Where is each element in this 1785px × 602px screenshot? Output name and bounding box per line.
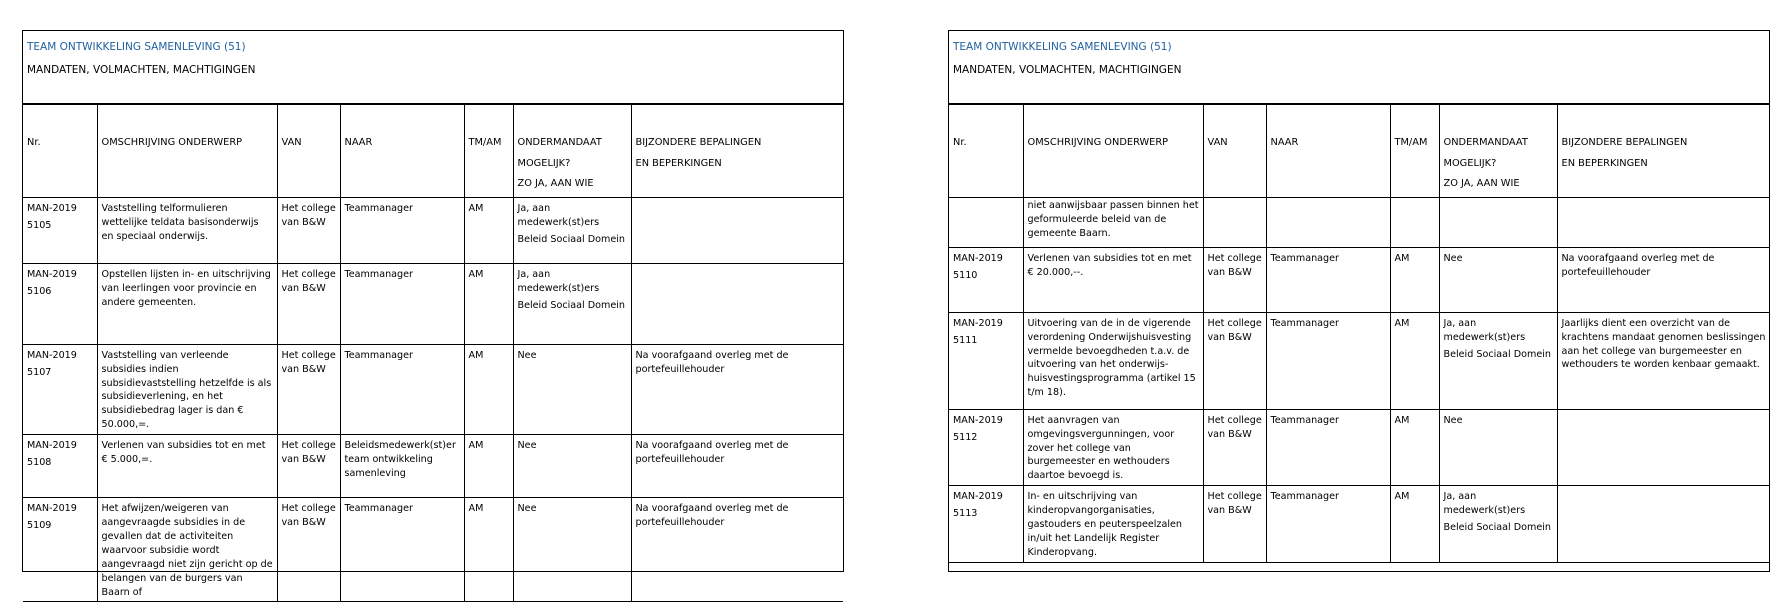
cell-van: Het college van B&W <box>277 263 340 344</box>
cell-nr: MAN-2019 5106 <box>23 263 97 344</box>
mandate-table <box>23 104 843 602</box>
cell-van: Het college van B&W <box>1203 312 1266 409</box>
table-row <box>949 486 1769 563</box>
document-page-left <box>22 30 844 598</box>
cell-omschrijving: In- en uitschrijving van kinderopvangorganisaties, gastouders en peuterspeelzalen in/uit het Landelijk Register Kinderopvang. <box>1023 486 1203 563</box>
column-header-bijzondere-bepalingen: BIJZONDERE BEPALINGEN EN BEPERKINGEN <box>631 105 843 198</box>
cell-van: Het college van B&W <box>277 197 340 263</box>
cell-ondermandaat: Nee <box>1439 409 1557 486</box>
cell-tmam: AM <box>1390 486 1439 563</box>
table-row <box>23 263 843 344</box>
page-title: TEAM ONTWIKKELING SAMENLEVING (51) <box>953 41 1172 53</box>
cell-bijzondere-bepalingen: Na voorafgaand overleg met de portefeuillehouder <box>631 498 843 602</box>
cell-nr: MAN-2019 5107 <box>23 344 97 434</box>
cell-ondermandaat: Ja, aan medewerk(st)ers Beleid Sociaal Domein <box>1439 312 1557 409</box>
column-header-van: VAN <box>277 105 340 198</box>
cell-van <box>1203 197 1266 247</box>
cell-naar: Teammanager <box>340 263 464 344</box>
cell-omschrijving: Opstellen lijsten in- en uitschrijving van leerlingen voor provincie en andere gemeenten. <box>97 263 277 344</box>
cell-nr: MAN-2019 5109 <box>23 498 97 602</box>
table-row <box>949 409 1769 486</box>
cell-tmam: AM <box>1390 312 1439 409</box>
column-header-nr: Nr. <box>23 105 97 198</box>
cell-ondermandaat <box>1439 197 1557 247</box>
cell-bijzondere-bepalingen <box>631 197 843 263</box>
cell-ondermandaat: Ja, aan medewerk(st)ers Beleid Sociaal Domein <box>513 263 631 344</box>
cell-bijzondere-bepalingen: Jaarlijks dient een overzicht van de krachtens mandaat genomen beslissingen aan het college van burgemeester en wethouders te worden kenbaar gemaakt. <box>1557 312 1769 409</box>
cell-naar: Teammanager <box>1266 486 1390 563</box>
cell-nr: MAN-2019 5111 <box>949 312 1023 409</box>
cell-bijzondere-bepalingen: Na voorafgaand overleg met de portefeuillehouder <box>631 344 843 434</box>
cell-omschrijving: niet aanwijsbaar passen binnen het geformuleerde beleid van de gemeente Baarn. <box>1023 197 1203 247</box>
cell-van: Het college van B&W <box>277 498 340 602</box>
column-header-tmam: TM/AM <box>1390 105 1439 198</box>
mandate-table <box>949 104 1769 563</box>
cell-ondermandaat: Nee <box>513 435 631 498</box>
page-subtitle: MANDATEN, VOLMACHTEN, MACHTIGINGEN <box>953 64 1182 76</box>
cell-tmam: AM <box>464 344 513 434</box>
cell-naar: Teammanager <box>1266 312 1390 409</box>
cell-van: Het college van B&W <box>277 435 340 498</box>
cell-tmam: AM <box>464 263 513 344</box>
cell-naar: Teammanager <box>340 197 464 263</box>
page-subtitle: MANDATEN, VOLMACHTEN, MACHTIGINGEN <box>27 64 256 76</box>
column-header-ondermandaat: ONDERMANDAAT MOGELIJK? ZO JA, AAN WIE <box>513 105 631 198</box>
cell-ondermandaat: Ja, aan medewerk(st)ers Beleid Sociaal Domein <box>513 197 631 263</box>
cell-nr: MAN-2019 5108 <box>23 435 97 498</box>
table-row <box>949 197 1769 247</box>
table-header-row <box>949 105 1769 198</box>
cell-tmam: AM <box>464 498 513 602</box>
cell-van: Het college van B&W <box>1203 409 1266 486</box>
column-header-omschrijving: OMSCHRIJVING ONDERWERP <box>1023 105 1203 198</box>
cell-tmam <box>1390 197 1439 247</box>
cell-naar: Beleidsmedewerk(st)er team ontwikkeling samenleving <box>340 435 464 498</box>
table-header-row <box>23 105 843 198</box>
column-header-naar: NAAR <box>340 105 464 198</box>
table-row <box>23 344 843 434</box>
column-header-bijzondere-bepalingen: BIJZONDERE BEPALINGEN EN BEPERKINGEN <box>1557 105 1769 198</box>
cell-omschrijving: Vaststelling van verleende subsidies indien subsidievaststelling hetzelfde is als subsidieverlening, en het subsidiebedrag lager is dan € 50.000,=. <box>97 344 277 434</box>
cell-naar: Teammanager <box>340 344 464 434</box>
cell-tmam: AM <box>464 435 513 498</box>
cell-nr: MAN-2019 5110 <box>949 247 1023 312</box>
cell-omschrijving: Het afwijzen/weigeren van aangevraagde subsidies in de gevallen dat de activiteiten waarvoor subsidie wordt aangevraagd niet zijn gericht op de belangen van de burgers van Baarn of <box>97 498 277 602</box>
cell-van: Het college van B&W <box>1203 486 1266 563</box>
column-header-ondermandaat: ONDERMANDAAT MOGELIJK? ZO JA, AAN WIE <box>1439 105 1557 198</box>
column-header-naar: NAAR <box>1266 105 1390 198</box>
cell-ondermandaat: Nee <box>513 344 631 434</box>
cell-bijzondere-bepalingen <box>631 263 843 344</box>
column-header-tmam: TM/AM <box>464 105 513 198</box>
cell-tmam: AM <box>1390 409 1439 486</box>
page-header <box>949 31 1769 104</box>
cell-nr: MAN-2019 5105 <box>23 197 97 263</box>
cell-ondermandaat: Nee <box>513 498 631 602</box>
cell-van: Het college van B&W <box>1203 247 1266 312</box>
cell-bijzondere-bepalingen: Na voorafgaand overleg met de portefeuillehouder <box>1557 247 1769 312</box>
cell-naar: Teammanager <box>1266 409 1390 486</box>
table-row <box>949 247 1769 312</box>
table-row <box>23 498 843 602</box>
cell-ondermandaat: Nee <box>1439 247 1557 312</box>
page-title: TEAM ONTWIKKELING SAMENLEVING (51) <box>27 41 246 53</box>
cell-bijzondere-bepalingen: Na voorafgaand overleg met de portefeuillehouder <box>631 435 843 498</box>
column-header-van: VAN <box>1203 105 1266 198</box>
column-header-omschrijving: OMSCHRIJVING ONDERWERP <box>97 105 277 198</box>
column-header-nr: Nr. <box>949 105 1023 198</box>
cell-naar: Teammanager <box>1266 247 1390 312</box>
document-page-right <box>948 30 1770 572</box>
cell-omschrijving: Vaststelling telformulieren wettelijke teldata basisonderwijs en speciaal onderwijs. <box>97 197 277 263</box>
cell-ondermandaat: Ja, aan medewerk(st)ers Beleid Sociaal Domein <box>1439 486 1557 563</box>
cell-nr: MAN-2019 5112 <box>949 409 1023 486</box>
cell-bijzondere-bepalingen <box>1557 486 1769 563</box>
table-row <box>23 197 843 263</box>
cell-nr: MAN-2019 5113 <box>949 486 1023 563</box>
cell-tmam: AM <box>1390 247 1439 312</box>
cell-naar: Teammanager <box>340 498 464 602</box>
cell-omschrijving: Verlenen van subsidies tot en met € 5.000,=. <box>97 435 277 498</box>
cell-omschrijving: Uitvoering van de in de vigerende verordening Onderwijshuisvesting vermelde bevoegdheden t.a.v. de uitvoering van het onderwijs-huisvestingsprogramma (artikel 15 t/m 18). <box>1023 312 1203 409</box>
cell-nr <box>949 197 1023 247</box>
table-row <box>23 435 843 498</box>
cell-bijzondere-bepalingen <box>1557 409 1769 486</box>
cell-naar <box>1266 197 1390 247</box>
table-row <box>949 312 1769 409</box>
page-header <box>23 31 843 104</box>
cell-van: Het college van B&W <box>277 344 340 434</box>
cell-omschrijving: Het aanvragen van omgevingsvergunningen, voor zover het college van burgemeester en wethouders daartoe bevoegd is. <box>1023 409 1203 486</box>
cell-bijzondere-bepalingen <box>1557 197 1769 247</box>
cell-tmam: AM <box>464 197 513 263</box>
cell-omschrijving: Verlenen van subsidies tot en met € 20.000,--. <box>1023 247 1203 312</box>
